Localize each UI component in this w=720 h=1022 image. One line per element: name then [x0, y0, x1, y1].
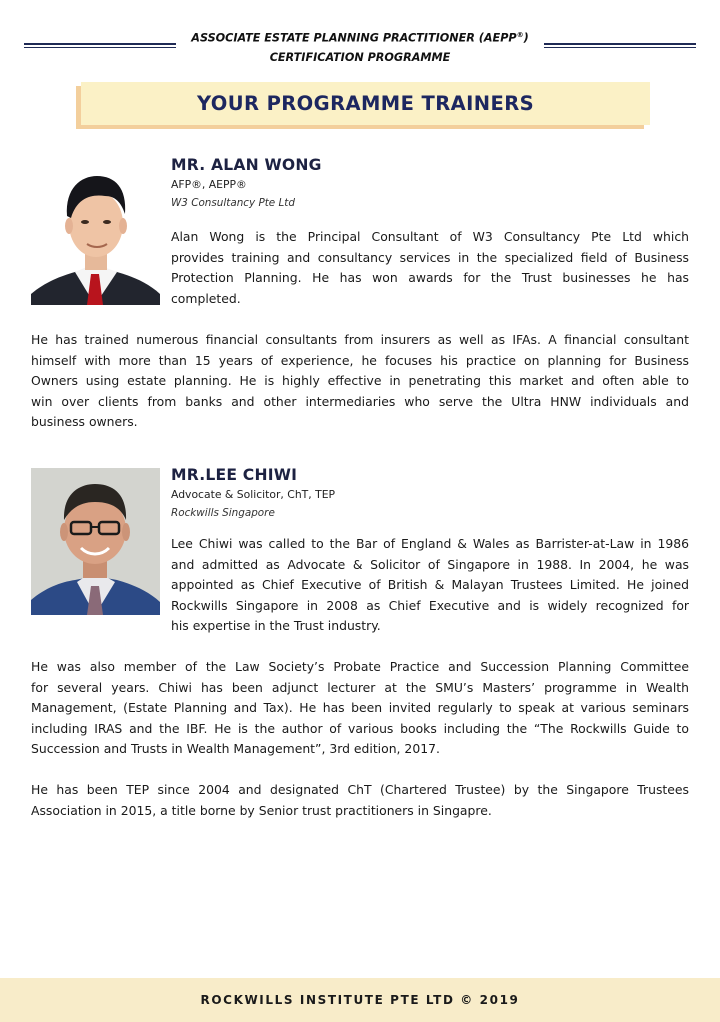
trainer-name: MR.LEE CHIWI	[171, 466, 298, 484]
trainer-photo-lee-chiwi	[31, 468, 160, 615]
bio-line: business owners.	[31, 414, 138, 430]
bio-line: his expertise in the Trust industry.	[171, 618, 381, 634]
trainer-name: MR. ALAN WONG	[171, 156, 322, 174]
programme-title-line1	[180, 26, 540, 48]
trainer-credentials: AFP®, AEPP®	[171, 178, 247, 191]
bio-line: himself with more than 15 years of experience, he focuses his practice on planning for Business	[31, 352, 689, 368]
bio-line: Alan Wong is the Principal Consultant of W3 Consultancy Pte Ltd which	[171, 229, 689, 244]
document-footer	[0, 978, 720, 1022]
bio-line: win over clients from banks and other intermediaries who serve the Ultra HNW individuals and	[31, 393, 689, 409]
header-rule-right	[544, 43, 696, 48]
trainer-bio-intro	[171, 227, 689, 309]
section-banner	[76, 82, 650, 129]
bio-line: including IRAS and the IBF. He is the author of various books including the “The Rockwills Guide to	[31, 720, 689, 736]
bio-line: for several years. Chiwi has been adjunct lecturer at the SMU’s Masters’ programme in Wealth	[31, 679, 689, 695]
bio-line: He has trained numerous financial consultants from insurers as well as IFAs. A financial consultant	[31, 332, 689, 347]
bio-line: Owners using estate planning. He is highly effective in penetrating this market and often able to	[31, 373, 689, 389]
registered-mark: ®	[516, 31, 524, 39]
trainer-firm: Rockwills Singapore	[171, 507, 275, 519]
programme-title	[180, 26, 540, 67]
footer-copyright: ROCKWILLS INSTITUTE PTE LTD © 2019	[200, 993, 520, 1007]
section-title: YOUR PROGRAMME TRAINERS	[196, 92, 535, 115]
header-rule-left	[24, 43, 176, 48]
programme-title-text: ASSOCIATE ESTATE PLANNING PRACTITIONER (AEPP	[191, 31, 517, 45]
bio-line: He has been TEP since 2004 and designated ChT (Chartered Trustee) by the Singapore Trustees	[31, 782, 689, 797]
bio-line: Association in 2015, a title borne by Senior trust practitioners in Singapre.	[31, 802, 492, 818]
bio-line: and admitted as Advocate & Solicitor of Singapore in 1988. In 2004, he was	[171, 556, 689, 572]
bio-line: Management, (Estate Planning and Tax). He has been invited regularly to speak at various seminars	[31, 700, 689, 716]
bio-line: Succession and Trusts in Wealth Management”, 3rd edition, 2017.	[31, 741, 440, 757]
bio-line: provides training and consultancy services in the specialized field of Business	[171, 249, 689, 265]
trainer-credentials: Advocate & Solicitor, ChT, TEP	[171, 488, 336, 501]
trainer-bio-detail	[31, 330, 689, 433]
bio-line: He was also member of the Law Society’s Probate Practice and Succession Planning Committee	[31, 659, 689, 674]
trainer-photo-alan-wong	[31, 158, 160, 305]
bio-line: completed.	[171, 290, 241, 306]
trainer-bio-closing	[31, 780, 689, 821]
bio-line: Rockwills Singapore in 2008 as Chief Executive and is widely recognized for	[171, 597, 689, 613]
document-header	[0, 26, 720, 66]
trainer-bio-detail	[31, 657, 689, 760]
bio-line: appointed as Chief Executive of British & Malayan Trustees Limited. He joined	[171, 577, 689, 593]
programme-title-line2: CERTIFICATION PROGRAMME	[269, 50, 451, 64]
programme-title-close: )	[523, 31, 529, 45]
trainer-bio-intro	[171, 534, 689, 637]
bio-line: Protection Planning. He has won awards for the Trust businesses he has	[171, 270, 689, 286]
bio-line: Lee Chiwi was called to the Bar of England & Wales as Barrister-at-Law in 1986	[171, 536, 689, 551]
trainer-firm: W3 Consultancy Pte Ltd	[171, 197, 295, 209]
